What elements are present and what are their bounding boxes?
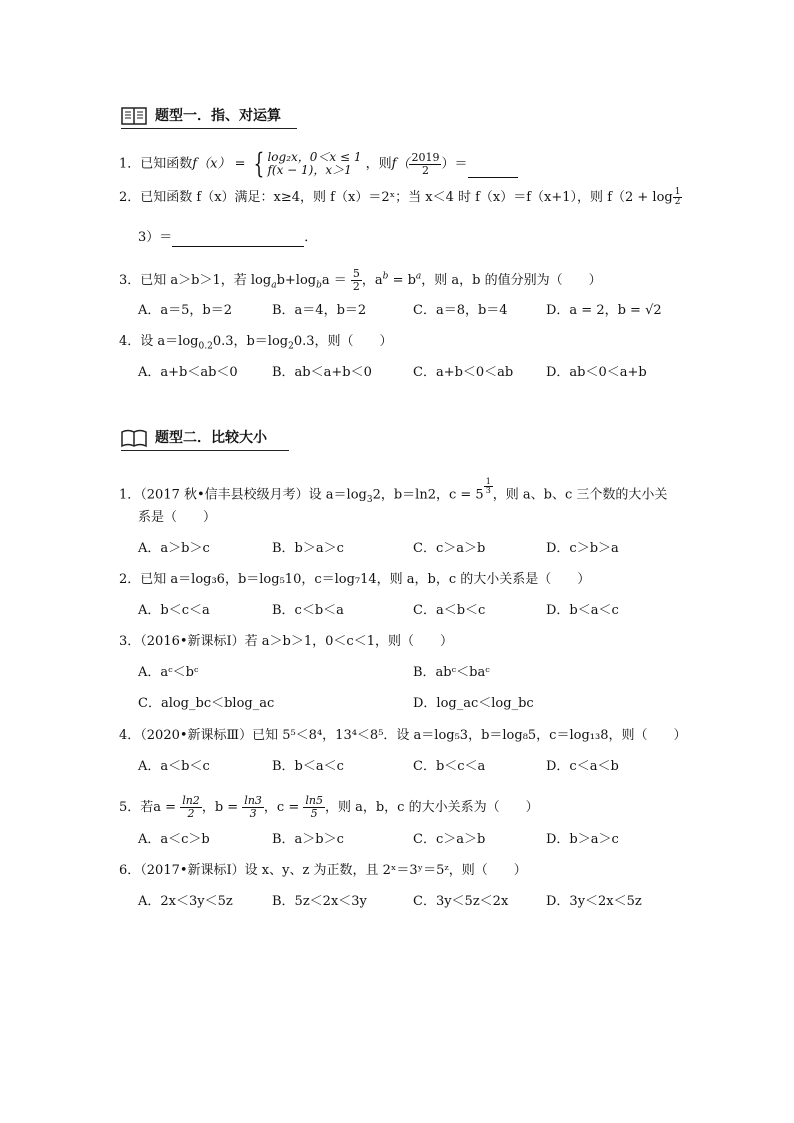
option-b[interactable]: B．5z＜2x＜3y [272, 894, 367, 909]
option-b[interactable]: B．c＜b＜a [272, 603, 344, 618]
option-a[interactable]: A．a＜b＜c [138, 759, 210, 774]
book-icon [121, 428, 147, 448]
option-c[interactable]: C．alog_bc＜blog_ac [138, 696, 275, 711]
question-3: 3．（2016•新课标Ⅰ）若 a＞b＞1，0＜c＜1，则（ ） [119, 634, 453, 649]
answer-blank[interactable] [468, 163, 518, 178]
question-1: 1．已知函数f（x） = { log₂x，0＜x ≤ 1 f(x − 1)，x＞1 ，则f（ $\frac{2019}{2}$ ）＝ [119, 150, 518, 178]
question-5: 5．若a = $\frac{\ln 2}{2}$ ，b = $\frac{\ln 3}{3}$ ，c = $\frac{\ln 5}{5}$ ，则 a，b，c 的大小关系为（ ） [119, 794, 539, 820]
question-6: 6．（2017•新课标Ⅰ）设 x、y、z 为正数，且 2ˣ＝3ʸ＝5ᶻ，则（ ） [119, 863, 527, 878]
option-b[interactable]: B．ab＜a+b＜0 [272, 365, 372, 380]
option-c[interactable]: C．b＜c＜a [413, 759, 486, 774]
option-a[interactable]: A．aᶜ＜bᶜ [138, 665, 199, 680]
question-2: 2．已知函数 f（x）满足：x≥4，则 f（x）＝2ˣ；当 x＜4 时 f（x）＝f（x+1），则 f（2 + log $\frac{1}{2}$ [119, 187, 681, 207]
option-d[interactable]: D．c＞b＞a [546, 541, 619, 556]
option-a[interactable]: A．b＜c＜a [138, 603, 210, 618]
option-b[interactable]: B．b＜a＜c [272, 759, 344, 774]
option-b[interactable]: B．abᶜ＜baᶜ [413, 665, 490, 680]
option-a[interactable]: A．a+b＜ab＜0 [138, 365, 238, 380]
option-c[interactable]: C．a＝8，b＝4 [413, 303, 508, 318]
option-d[interactable]: D．ab＜0＜a+b [546, 365, 647, 380]
option-c[interactable]: C．c＞a＞b [413, 541, 486, 556]
option-d[interactable]: D．log_ac＜log_bc [413, 696, 534, 711]
option-c[interactable]: C．a+b＜0＜ab [413, 365, 514, 380]
question-4: 4．设 $a=\log_{0.2}0.3$，$b=\log_20.3$，则（ ） [119, 334, 393, 352]
section-title: 题型二．比较大小 [155, 430, 267, 446]
question-1-line2: 系是（ ） [138, 510, 217, 525]
section-underline [121, 128, 297, 129]
option-c[interactable]: C．c＞a＞b [413, 832, 486, 847]
answer-blank[interactable] [172, 232, 304, 247]
option-a[interactable]: A．2x＜3y＜5z [138, 894, 233, 909]
option-d[interactable]: D．b＜a＜c [546, 603, 619, 618]
section-underline [121, 450, 289, 451]
question-4: 4．（2020•新课标Ⅲ）已知 5⁵＜8⁴，13⁴＜8⁵．设 a＝log₅3，b＝log₈5，c＝log₁₃8，则（ ） [119, 728, 687, 743]
option-d[interactable]: D．b＞a＞c [546, 832, 619, 847]
option-c[interactable]: C．3y＜5z＜2x [413, 894, 509, 909]
option-c[interactable]: C．a＜b＜c [413, 603, 486, 618]
question-2: 2．已知 a＝log₃6，b＝log₅10，c＝log₇14，则 a，b，c 的大小关系是（ ） [119, 572, 591, 587]
option-a[interactable]: A．a＜c＞b [138, 832, 210, 847]
question-2-line2: 3）＝ ． [138, 230, 318, 245]
option-d[interactable]: D．c＜a＜b [546, 759, 619, 774]
question-1: 1．（2017 秋•信丰县校级月考）设 $a=\log_32$，b＝ln2，c = 5 $^{\frac{1}{3}}$ ，则 a、b、c 三个数的大小关 [119, 477, 668, 505]
section-title: 题型一．指、对运算 [155, 108, 281, 124]
question-3: 3．已知 a＞b＞1，若 $\log_ab+\log_ba$ ＝ $\frac{5}{2}$ ，$a^b = b^a$，则 a，b 的值分别为（ ） [119, 267, 602, 293]
option-a[interactable]: A．a＞b＞c [138, 541, 210, 556]
book-icon [121, 106, 147, 126]
option-d[interactable]: D．a = 2，b = √2 [546, 303, 662, 318]
option-a[interactable]: A．a＝5，b＝2 [138, 303, 233, 318]
option-b[interactable]: B．a＞b＞c [272, 832, 344, 847]
option-b[interactable]: B．b＞a＞c [272, 541, 344, 556]
option-d[interactable]: D．3y＜2x＜5z [546, 894, 642, 909]
option-b[interactable]: B．a＝4，b＝2 [272, 303, 367, 318]
